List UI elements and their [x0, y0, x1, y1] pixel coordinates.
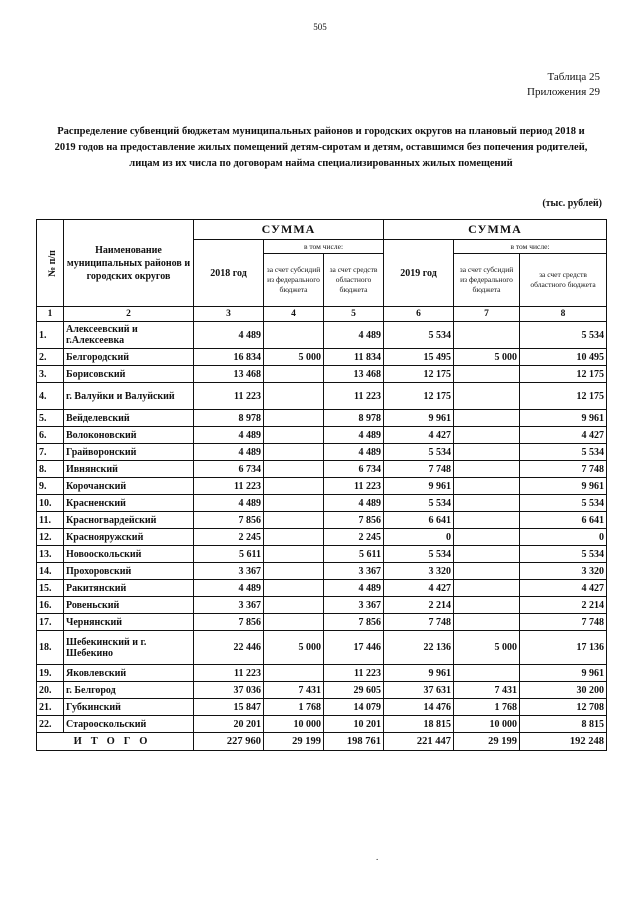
header-num-text: № п/п — [46, 249, 58, 277]
column-number: 1 — [37, 307, 64, 322]
cell-2018-total: 7 856 — [194, 512, 264, 529]
row-number: 4. — [37, 383, 64, 410]
cell-2018-regional: 6 734 — [324, 461, 384, 478]
table-row — [37, 665, 607, 682]
cell-2019-total: 37 631 — [384, 682, 454, 699]
cell-2019-regional: 17 136 — [520, 631, 607, 665]
row-number: 17. — [37, 614, 64, 631]
cell-2018-federal — [264, 495, 324, 512]
cell-2018-total: 37 036 — [194, 682, 264, 699]
table-row — [37, 410, 607, 427]
total-federal-2019: 29 199 — [454, 733, 520, 751]
cell-2019-total: 0 — [384, 529, 454, 546]
table-row — [37, 444, 607, 461]
table-row — [37, 716, 607, 733]
table-row — [37, 682, 607, 699]
cell-2018-federal — [264, 410, 324, 427]
cell-2019-regional: 7 748 — [520, 614, 607, 631]
header-including-2019: в том числе: — [454, 240, 607, 254]
cell-2019-federal — [454, 563, 520, 580]
cell-2018-regional: 7 856 — [324, 512, 384, 529]
cell-2019-total: 6 641 — [384, 512, 454, 529]
cell-2019-total: 12 175 — [384, 383, 454, 410]
column-number: 3 — [194, 307, 264, 322]
table-row — [37, 699, 607, 716]
cell-2019-total: 5 534 — [384, 322, 454, 349]
cell-2019-federal: 1 768 — [454, 699, 520, 716]
row-number: 11. — [37, 512, 64, 529]
row-name: Старооскольский — [64, 716, 194, 733]
total-regional-2018: 198 761 — [324, 733, 384, 751]
table-row — [37, 322, 607, 349]
column-number: 2 — [64, 307, 194, 322]
row-name: Корочанский — [64, 478, 194, 495]
cell-2018-federal — [264, 322, 324, 349]
header-summa-2019: СУММА — [384, 220, 607, 240]
cell-2018-regional: 7 856 — [324, 614, 384, 631]
cell-2019-total: 4 427 — [384, 580, 454, 597]
cell-2019-federal: 5 000 — [454, 349, 520, 366]
total-regional-2019: 192 248 — [520, 733, 607, 751]
row-name: Ракитянский — [64, 580, 194, 597]
table-row — [37, 512, 607, 529]
cell-2019-federal — [454, 478, 520, 495]
header-name: Наименование муниципальных районов и городских округов — [64, 220, 194, 307]
cell-2018-federal — [264, 665, 324, 682]
cell-2019-federal: 10 000 — [454, 716, 520, 733]
cell-2019-federal — [454, 461, 520, 478]
cell-2018-regional: 11 834 — [324, 349, 384, 366]
cell-2019-total: 9 961 — [384, 478, 454, 495]
cell-2018-regional: 10 201 — [324, 716, 384, 733]
cell-2019-federal — [454, 597, 520, 614]
cell-2019-regional: 5 534 — [520, 495, 607, 512]
header-federal-2018: за счет субсидий из федерального бюджета — [264, 254, 324, 307]
cell-2018-federal — [264, 614, 324, 631]
row-number: 9. — [37, 478, 64, 495]
cell-2019-regional: 0 — [520, 529, 607, 546]
header-num — [37, 220, 64, 307]
cell-2019-total: 5 534 — [384, 546, 454, 563]
row-name: Прохоровский — [64, 563, 194, 580]
cell-2019-federal — [454, 366, 520, 383]
row-number: 8. — [37, 461, 64, 478]
cell-2018-regional: 17 446 — [324, 631, 384, 665]
cell-2019-regional: 12 175 — [520, 366, 607, 383]
table-label-line-1: Таблица 25 — [547, 71, 600, 83]
cell-2018-regional: 4 489 — [324, 580, 384, 597]
cell-2018-federal: 5 000 — [264, 631, 324, 665]
cell-2018-total: 4 489 — [194, 495, 264, 512]
cell-2019-federal — [454, 580, 520, 597]
table-row — [37, 427, 607, 444]
table-row — [37, 529, 607, 546]
cell-2019-regional: 30 200 — [520, 682, 607, 699]
header-federal-2019: за счет субсидий из федерального бюджета — [454, 254, 520, 307]
cell-2019-regional: 4 427 — [520, 427, 607, 444]
cell-2019-regional: 9 961 — [520, 410, 607, 427]
subsidy-table — [36, 219, 607, 751]
row-name: Волоконовский — [64, 427, 194, 444]
units-label: (тыс. рублей) — [542, 198, 602, 209]
header-year-2019: 2019 год — [384, 240, 454, 307]
cell-2019-federal: 5 000 — [454, 631, 520, 665]
cell-2018-federal: 5 000 — [264, 349, 324, 366]
table-row — [37, 614, 607, 631]
row-name: Шебекинский и г. Шебекино — [64, 631, 194, 665]
row-name: Ивнянский — [64, 461, 194, 478]
row-number: 12. — [37, 529, 64, 546]
cell-2019-total: 2 214 — [384, 597, 454, 614]
table-row — [37, 478, 607, 495]
cell-2018-total: 11 223 — [194, 665, 264, 682]
column-number: 8 — [520, 307, 607, 322]
table-row — [37, 563, 607, 580]
row-name: г. Валуйки и Валуйский — [64, 383, 194, 410]
total-label: ИТОГО — [37, 733, 194, 751]
footer-mark: . — [376, 852, 379, 862]
cell-2019-total: 22 136 — [384, 631, 454, 665]
cell-2018-regional: 4 489 — [324, 444, 384, 461]
row-number: 13. — [37, 546, 64, 563]
row-number: 19. — [37, 665, 64, 682]
cell-2018-total: 4 489 — [194, 444, 264, 461]
header-summa-2018: СУММА — [194, 220, 384, 240]
cell-2019-federal — [454, 614, 520, 631]
total-row — [37, 733, 607, 751]
row-number: 21. — [37, 699, 64, 716]
row-name: Белгородский — [64, 349, 194, 366]
cell-2019-federal — [454, 410, 520, 427]
cell-2019-federal — [454, 444, 520, 461]
cell-2018-regional: 3 367 — [324, 597, 384, 614]
document-title — [36, 124, 606, 172]
table-row — [37, 631, 607, 665]
cell-2019-regional: 5 534 — [520, 444, 607, 461]
cell-2018-total: 6 734 — [194, 461, 264, 478]
cell-2019-regional: 12 175 — [520, 383, 607, 410]
cell-2018-federal: 10 000 — [264, 716, 324, 733]
row-number: 5. — [37, 410, 64, 427]
cell-2018-total: 16 834 — [194, 349, 264, 366]
total-2018: 227 960 — [194, 733, 264, 751]
cell-2018-regional: 11 223 — [324, 665, 384, 682]
cell-2018-regional: 29 605 — [324, 682, 384, 699]
cell-2019-regional: 7 748 — [520, 461, 607, 478]
cell-2019-regional: 5 534 — [520, 322, 607, 349]
cell-2019-federal — [454, 512, 520, 529]
cell-2018-total: 4 489 — [194, 322, 264, 349]
cell-2018-regional: 4 489 — [324, 322, 384, 349]
row-name: Чернянский — [64, 614, 194, 631]
cell-2019-federal — [454, 529, 520, 546]
cell-2018-federal: 7 431 — [264, 682, 324, 699]
column-number: 7 — [454, 307, 520, 322]
row-number: 14. — [37, 563, 64, 580]
row-name: Красногвардейский — [64, 512, 194, 529]
cell-2019-regional: 4 427 — [520, 580, 607, 597]
table-row — [37, 349, 607, 366]
row-number: 16. — [37, 597, 64, 614]
cell-2018-total: 7 856 — [194, 614, 264, 631]
cell-2019-total: 3 320 — [384, 563, 454, 580]
cell-2019-total: 7 748 — [384, 614, 454, 631]
table-label-line-2: Приложения 29 — [527, 86, 600, 98]
cell-2018-federal — [264, 478, 324, 495]
row-number: 1. — [37, 322, 64, 349]
row-number: 7. — [37, 444, 64, 461]
header-regional-2019: за счет средств областного бюджета — [520, 254, 607, 307]
cell-2018-regional: 5 611 — [324, 546, 384, 563]
cell-2019-federal — [454, 665, 520, 682]
table-row — [37, 546, 607, 563]
cell-2018-total: 20 201 — [194, 716, 264, 733]
cell-2019-total: 5 534 — [384, 495, 454, 512]
cell-2018-federal — [264, 461, 324, 478]
cell-2019-total: 9 961 — [384, 410, 454, 427]
table-row — [37, 366, 607, 383]
cell-2018-regional: 2 245 — [324, 529, 384, 546]
cell-2018-total: 8 978 — [194, 410, 264, 427]
cell-2018-total: 13 468 — [194, 366, 264, 383]
title-line-2: 2019 годов на предоставление жилых помещений детям-сиротам и детям, оставшимся без попечения родителей, — [54, 142, 588, 153]
page-number: 505 — [313, 22, 327, 32]
row-name: Яковлевский — [64, 665, 194, 682]
row-name: г. Белгород — [64, 682, 194, 699]
table-row — [37, 461, 607, 478]
row-number: 3. — [37, 366, 64, 383]
cell-2018-federal: 1 768 — [264, 699, 324, 716]
cell-2019-total: 15 495 — [384, 349, 454, 366]
header-regional-2018: за счет средств областного бюджета — [324, 254, 384, 307]
cell-2018-total: 15 847 — [194, 699, 264, 716]
row-number: 22. — [37, 716, 64, 733]
cell-2019-regional: 9 961 — [520, 478, 607, 495]
row-name: Грайворонский — [64, 444, 194, 461]
row-name: Борисовский — [64, 366, 194, 383]
cell-2018-federal — [264, 512, 324, 529]
cell-2019-total: 12 175 — [384, 366, 454, 383]
table-body — [37, 322, 607, 733]
cell-2018-federal — [264, 444, 324, 461]
cell-2019-total: 18 815 — [384, 716, 454, 733]
cell-2018-federal — [264, 366, 324, 383]
cell-2019-federal — [454, 383, 520, 410]
cell-2018-federal — [264, 597, 324, 614]
cell-2018-regional: 8 978 — [324, 410, 384, 427]
cell-2018-total: 5 611 — [194, 546, 264, 563]
cell-2018-regional: 11 223 — [324, 383, 384, 410]
cell-2019-federal — [454, 546, 520, 563]
row-number: 6. — [37, 427, 64, 444]
cell-2018-total: 3 367 — [194, 597, 264, 614]
row-number: 2. — [37, 349, 64, 366]
header-including-2018: в том числе: — [264, 240, 384, 254]
row-name: Алексеевский и г.Алексеевка — [64, 322, 194, 349]
row-name: Ровеньский — [64, 597, 194, 614]
cell-2019-federal: 7 431 — [454, 682, 520, 699]
cell-2019-total: 5 534 — [384, 444, 454, 461]
table-row — [37, 597, 607, 614]
cell-2019-regional: 8 815 — [520, 716, 607, 733]
table-row — [37, 580, 607, 597]
row-name: Губкинский — [64, 699, 194, 716]
row-number: 18. — [37, 631, 64, 665]
cell-2018-regional: 4 489 — [324, 427, 384, 444]
cell-2018-regional: 14 079 — [324, 699, 384, 716]
cell-2018-federal — [264, 580, 324, 597]
total-2019: 221 447 — [384, 733, 454, 751]
cell-2018-regional: 3 367 — [324, 563, 384, 580]
cell-2019-regional: 12 708 — [520, 699, 607, 716]
cell-2018-total: 3 367 — [194, 563, 264, 580]
cell-2018-federal — [264, 383, 324, 410]
cell-2019-regional: 10 495 — [520, 349, 607, 366]
header-year-2018: 2018 год — [194, 240, 264, 307]
cell-2018-federal — [264, 529, 324, 546]
cell-2019-total: 14 476 — [384, 699, 454, 716]
row-name: Краснояружский — [64, 529, 194, 546]
column-number: 4 — [264, 307, 324, 322]
cell-2018-regional: 4 489 — [324, 495, 384, 512]
table-row — [37, 495, 607, 512]
cell-2018-federal — [264, 546, 324, 563]
title-line-1: Распределение субвенций бюджетам муниципальных районов и городских округов на плановый период 2018 и — [57, 126, 585, 137]
table-row — [37, 383, 607, 410]
cell-2019-regional: 6 641 — [520, 512, 607, 529]
cell-2019-federal — [454, 322, 520, 349]
total-federal-2018: 29 199 — [264, 733, 324, 751]
cell-2019-regional: 9 961 — [520, 665, 607, 682]
cell-2018-total: 22 446 — [194, 631, 264, 665]
cell-2019-total: 7 748 — [384, 461, 454, 478]
column-number: 6 — [384, 307, 454, 322]
cell-2018-regional: 13 468 — [324, 366, 384, 383]
cell-2018-regional: 11 223 — [324, 478, 384, 495]
row-name: Вейделевский — [64, 410, 194, 427]
cell-2019-total: 4 427 — [384, 427, 454, 444]
cell-2019-regional: 2 214 — [520, 597, 607, 614]
cell-2018-total: 4 489 — [194, 427, 264, 444]
row-number: 15. — [37, 580, 64, 597]
cell-2018-total: 11 223 — [194, 478, 264, 495]
cell-2019-regional: 3 320 — [520, 563, 607, 580]
cell-2018-total: 2 245 — [194, 529, 264, 546]
cell-2018-total: 4 489 — [194, 580, 264, 597]
cell-2019-federal — [454, 427, 520, 444]
column-number: 5 — [324, 307, 384, 322]
row-number: 10. — [37, 495, 64, 512]
cell-2019-regional: 5 534 — [520, 546, 607, 563]
row-name: Красненский — [64, 495, 194, 512]
cell-2018-federal — [264, 427, 324, 444]
cell-2019-federal — [454, 495, 520, 512]
title-line-3: лицам из их числа по договорам найма специализированных жилых помещений — [129, 158, 513, 169]
cell-2019-total: 9 961 — [384, 665, 454, 682]
row-number: 20. — [37, 682, 64, 699]
table-label — [527, 70, 600, 100]
cell-2018-total: 11 223 — [194, 383, 264, 410]
column-number-row — [37, 307, 607, 322]
cell-2018-federal — [264, 563, 324, 580]
row-name: Новооскольский — [64, 546, 194, 563]
